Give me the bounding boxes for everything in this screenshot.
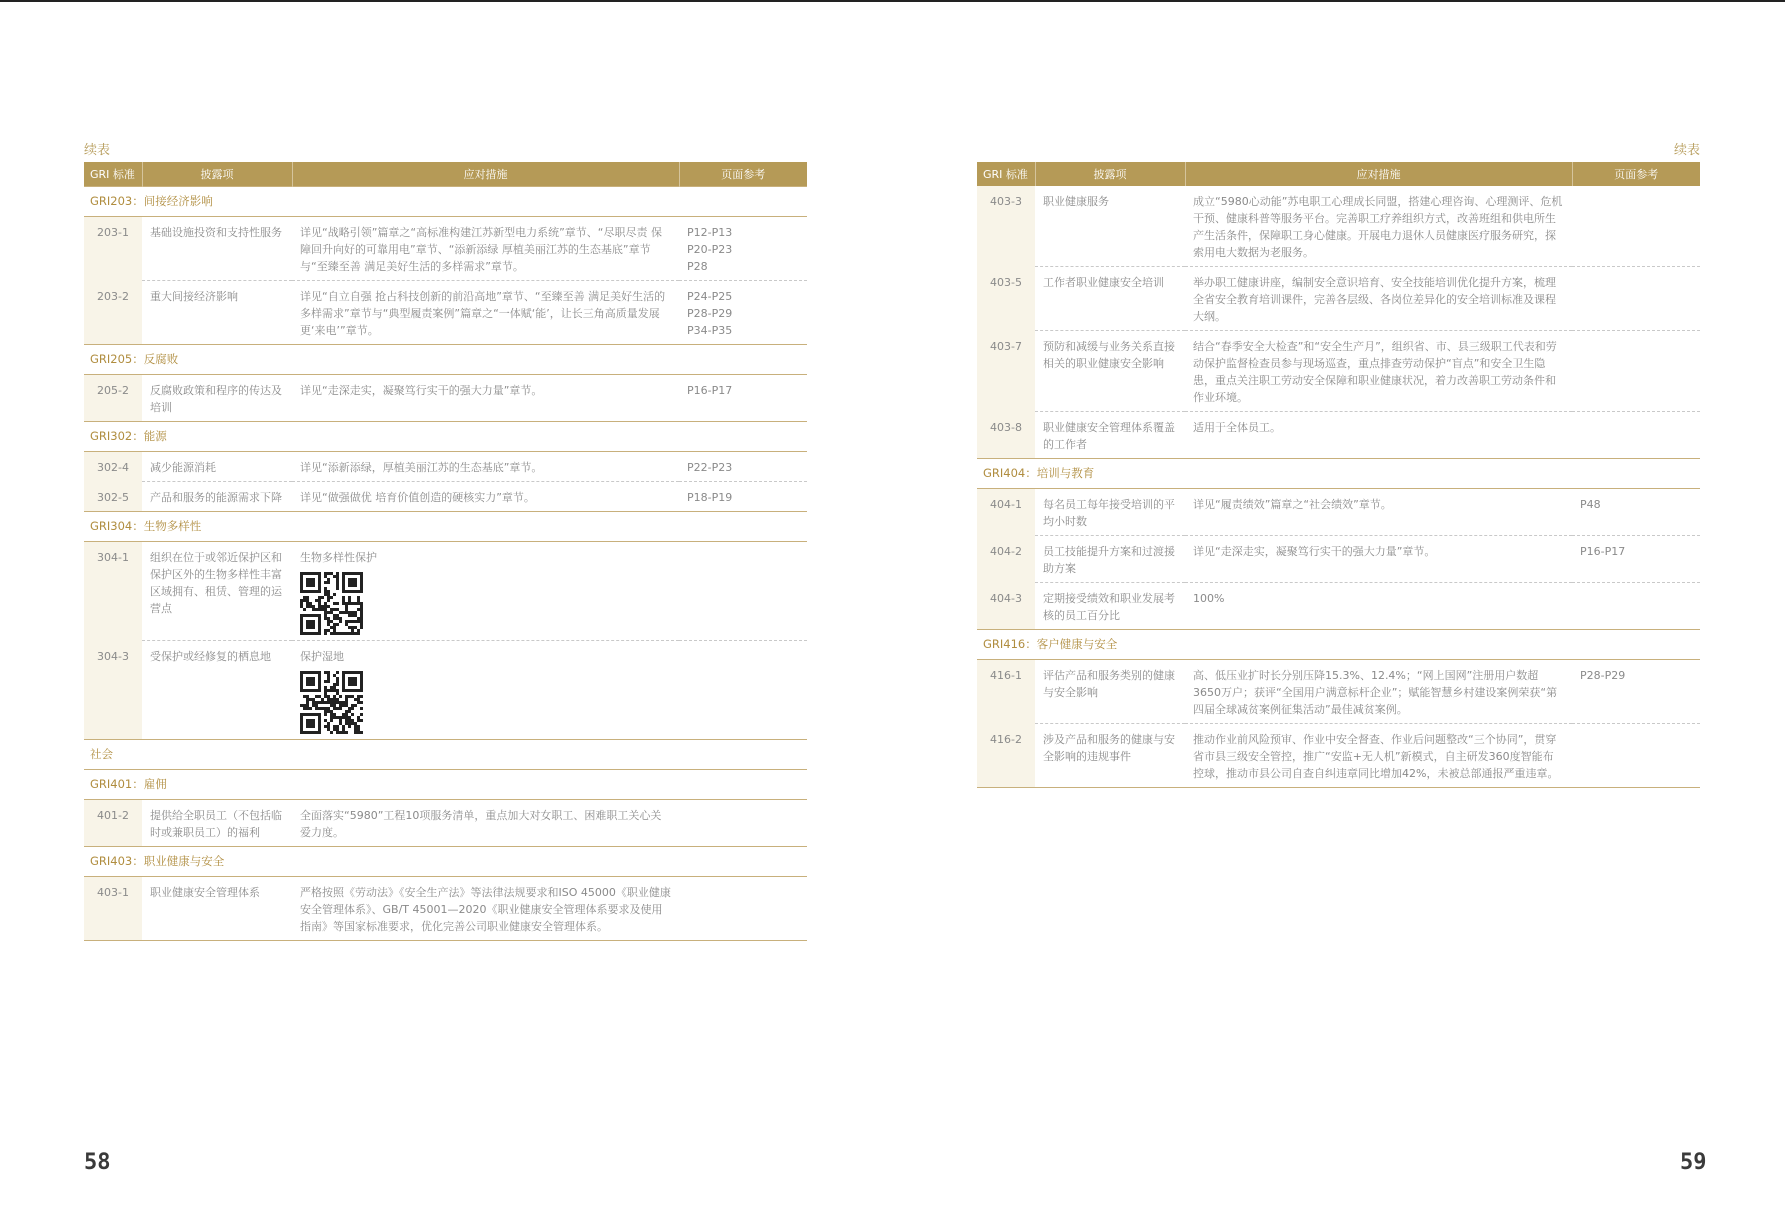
disclosure-code	[977, 724, 1035, 788]
response-measure-text: 100%	[1193, 592, 1225, 605]
response-measure-text: 推动作业前风险预审、作业中安全督查、作业后问题整改“三个协同”，贯穿省市县三级安全管控，推广“安监+无人机”新模式，自主研发360度智能布控球，推动市县公司自查自纠违章同比增加42%，未被总部通报严重违章。	[1193, 733, 1559, 780]
header-disclosure: 披露项	[142, 162, 292, 187]
section-header-row	[84, 345, 807, 375]
disclosure-code-text: 403-8	[990, 420, 1022, 434]
section-header-row	[84, 847, 807, 877]
disclosure-item-text: 工作者职业健康安全培训	[1043, 276, 1164, 289]
disclosure-code	[977, 331, 1035, 412]
response-measure	[292, 217, 679, 281]
disclosure-item	[142, 452, 292, 482]
disclosure-code	[977, 186, 1035, 267]
section-title: GRI401：雇佣	[84, 770, 807, 800]
page-reference	[679, 641, 807, 740]
page-reference	[679, 542, 807, 641]
page-reference	[679, 482, 807, 512]
gri-index-table-left	[84, 162, 807, 941]
response-measure-text: 详见“做强做优 培育价值创造的硬核实力”章节。	[300, 491, 535, 504]
response-measure	[1185, 489, 1572, 536]
disclosure-code	[84, 641, 142, 740]
disclosure-code	[84, 542, 142, 641]
table-row	[84, 542, 807, 641]
table-row	[977, 412, 1700, 459]
disclosure-code	[977, 489, 1035, 536]
section-header-row	[84, 422, 807, 452]
table-header-row	[977, 162, 1700, 186]
disclosure-item	[142, 641, 292, 740]
disclosure-item	[1035, 724, 1185, 788]
disclosure-item	[142, 800, 292, 847]
response-measure	[292, 542, 679, 641]
disclosure-code	[84, 217, 142, 281]
header-page-ref: 页面参考	[679, 162, 807, 187]
section-title: 社会	[84, 740, 807, 770]
page-reference	[1572, 583, 1700, 630]
disclosure-item-text: 反腐败政策和程序的传达及培训	[150, 384, 282, 414]
disclosure-item-text: 组织在位于或邻近保护区和保护区外的生物多样性丰富区域拥有、租赁、管理的运营点	[150, 551, 282, 615]
disclosure-item-text: 评估产品和服务类别的健康与安全影响	[1043, 669, 1175, 699]
disclosure-code-text: 205-2	[97, 384, 129, 397]
page-reference-text: P16-P17	[1580, 545, 1626, 558]
disclosure-code	[84, 877, 142, 941]
header-measures: 应对措施	[292, 162, 679, 187]
section-title: GRI403：职业健康与安全	[84, 847, 807, 877]
disclosure-code	[977, 660, 1035, 724]
response-measure-text: 详见“自立自强 抢占科技创新的前沿高地”章节、“至臻至善 满足美好生活的多样需求”章节与“典型履责案例”篇章之“一体赋‘能’，让长三角高质量发展更‘来电’”章节。	[300, 290, 666, 337]
disclosure-item-text: 职业健康安全管理体系	[150, 886, 260, 899]
disclosure-item-text: 定期接受绩效和职业发展考核的员工百分比	[1043, 592, 1175, 622]
top-border-line	[0, 0, 1785, 2]
page-reference	[679, 217, 807, 281]
disclosure-item	[1035, 186, 1185, 267]
response-measure	[1185, 412, 1572, 459]
response-measure	[1185, 186, 1572, 267]
table-row	[977, 331, 1700, 412]
response-measure-text: 严格按照《劳动法》《安全生产法》等法律法规要求和ISO 45000《职业健康安全管理体系》、GB/T 45001—2020《职业健康安全管理体系要求及使用指南》等国家标准要求，优化完善公司职业健康安全管理体系。	[300, 886, 671, 933]
response-measure-text: 高、低压业扩时长分别压降15.3%、12.4%；“网上国网”注册用户数超3650万户；获评“全国用户满意标杆企业”；赋能智慧乡村建设案例荣获“第四届全球减贫案例征集活动”最佳减贫案例。	[1193, 669, 1558, 716]
header-disclosure: 披露项	[1035, 162, 1185, 186]
disclosure-item-text: 每名员工每年接受培训的平均小时数	[1043, 498, 1175, 528]
disclosure-code-text: 203-2	[97, 289, 129, 303]
response-measure	[292, 482, 679, 512]
page-reference-text: P48	[1580, 498, 1601, 511]
response-measure	[1185, 583, 1572, 630]
gri-index-table-right	[977, 162, 1700, 788]
disclosure-code-text: 203-1	[97, 226, 129, 239]
table-row	[84, 281, 807, 345]
section-header-row	[84, 187, 807, 217]
header-gri-standard: GRI 标准	[977, 162, 1035, 186]
response-measure-text: 生物多样性保护	[300, 551, 377, 564]
page-reference	[1572, 724, 1700, 788]
page-reference	[1572, 267, 1700, 331]
section-title: GRI304：生物多样性	[84, 512, 807, 542]
response-measure-text: 详见“走深走实，凝聚笃行实干的强大力量”章节。	[300, 384, 543, 397]
qr-code-icon[interactable]	[300, 671, 671, 734]
disclosure-code-text: 302-5	[97, 490, 129, 504]
page-reference	[679, 281, 807, 345]
disclosure-item	[142, 542, 292, 641]
disclosure-item-text: 职业健康安全管理体系覆盖的工作者	[1043, 421, 1175, 451]
table-row	[84, 375, 807, 422]
disclosure-item-text: 提供给全职员工（不包括临时或兼职员工）的福利	[150, 809, 282, 839]
disclosure-code-text: 403-3	[990, 195, 1022, 208]
table-row	[84, 641, 807, 740]
page-reference	[1572, 536, 1700, 583]
page-reference	[1572, 331, 1700, 412]
table-row	[977, 489, 1700, 536]
disclosure-code-text: 401-2	[97, 809, 129, 822]
response-measure-text: 适用于全体员工。	[1193, 421, 1281, 434]
table-header-row	[84, 162, 807, 187]
disclosure-code	[84, 800, 142, 847]
page-number-left: 58	[84, 1150, 111, 1175]
disclosure-code	[84, 281, 142, 345]
table-row	[84, 482, 807, 512]
table-row	[977, 583, 1700, 630]
section-title: GRI205：反腐败	[84, 345, 807, 375]
disclosure-code-text: 302-4	[97, 461, 129, 474]
continued-label: 续表	[84, 143, 111, 158]
disclosure-code-text: 403-7	[990, 339, 1022, 353]
response-measure	[1185, 724, 1572, 788]
disclosure-code	[84, 375, 142, 422]
disclosure-code	[977, 536, 1035, 583]
page-reference-text: P22-P23	[687, 461, 733, 474]
table-row	[84, 217, 807, 281]
page-reference	[679, 800, 807, 847]
disclosure-item	[142, 877, 292, 941]
page-reference-text: P18-P19	[687, 491, 733, 504]
disclosure-code	[977, 583, 1035, 630]
table-row	[84, 452, 807, 482]
disclosure-item	[1035, 536, 1185, 583]
page-reference	[679, 452, 807, 482]
disclosure-item	[1035, 489, 1185, 536]
section-header-row	[977, 459, 1700, 489]
response-measure-text: 详见“走深走实，凝聚笃行实干的强大力量”章节。	[1193, 545, 1436, 558]
response-measure	[1185, 536, 1572, 583]
page-reference	[1572, 489, 1700, 536]
response-measure	[1185, 267, 1572, 331]
disclosure-item	[142, 281, 292, 345]
disclosure-item	[142, 217, 292, 281]
response-measure	[292, 375, 679, 422]
header-page-ref: 页面参考	[1572, 162, 1700, 186]
disclosure-code-text: 403-1	[97, 886, 129, 899]
disclosure-code-text: 416-2	[990, 732, 1022, 746]
response-measure	[1185, 331, 1572, 412]
disclosure-item	[142, 482, 292, 512]
disclosure-item-text: 产品和服务的能源需求下降	[150, 491, 282, 504]
table-row	[977, 267, 1700, 331]
disclosure-code-text: 403-5	[990, 275, 1022, 289]
continued-label: 续表	[1673, 143, 1700, 158]
right-page	[977, 142, 1700, 788]
disclosure-item-text: 减少能源消耗	[150, 461, 216, 474]
response-measure	[292, 800, 679, 847]
disclosure-item-text: 涉及产品和服务的健康与安全影响的违规事件	[1043, 733, 1175, 763]
page-reference	[679, 375, 807, 422]
qr-code-icon[interactable]	[300, 572, 671, 635]
disclosure-code-text: 404-1	[990, 498, 1022, 511]
disclosure-item	[142, 375, 292, 422]
disclosure-item-text: 员工技能提升方案和过渡援助方案	[1043, 545, 1175, 575]
table-row	[977, 660, 1700, 724]
page-reference-text: P24-P25 P28-P29 P34-P35	[687, 290, 733, 337]
disclosure-item-text: 受保护或经修复的栖息地	[150, 650, 271, 663]
response-measure	[1185, 660, 1572, 724]
page-number-right: 59	[1680, 1150, 1707, 1175]
section-title: GRI302：能源	[84, 422, 807, 452]
header-measures: 应对措施	[1185, 162, 1572, 186]
left-page	[84, 142, 807, 941]
disclosure-code-text: 304-3	[97, 649, 129, 663]
section-header-row	[84, 770, 807, 800]
disclosure-code-text: 404-3	[990, 591, 1022, 605]
response-measure	[292, 281, 679, 345]
disclosure-code-text: 404-2	[990, 544, 1022, 558]
disclosure-code	[977, 412, 1035, 459]
section-title: GRI203：间接经济影响	[84, 187, 807, 217]
response-measure-text: 成立“5980心动能”苏电职工心理成长同盟，搭建心理咨询、心理测评、危机干预、健康科普等服务平台。完善职工疗养组织方式，改善班组和供电所生产生活条件，保障职工身心健康。开展电力退休人员健康医疗服务研究，探索用电大数据为老服务。	[1193, 195, 1563, 259]
disclosure-item	[1035, 660, 1185, 724]
table-row	[84, 800, 807, 847]
section-title: GRI404：培训与教育	[977, 459, 1700, 489]
page-reference	[1572, 412, 1700, 459]
table-row	[977, 186, 1700, 267]
page-reference	[679, 877, 807, 941]
disclosure-item	[1035, 267, 1185, 331]
section-header-row	[84, 512, 807, 542]
disclosure-code	[977, 267, 1035, 331]
disclosure-item-text: 基础设施投资和支持性服务	[150, 226, 282, 239]
disclosure-code	[84, 482, 142, 512]
disclosure-item	[1035, 583, 1185, 630]
disclosure-code-text: 304-1	[97, 551, 129, 564]
section-header-row	[977, 630, 1700, 660]
header-gri-standard: GRI 标准	[84, 162, 142, 187]
section-title: GRI416：客户健康与安全	[977, 630, 1700, 660]
response-measure-text: 结合“春季安全大检查”和“安全生产月”，组织省、市、县三级职工代表和劳动保护监督检查员参与现场巡查，重点排查劳动保护“盲点”和安全卫生隐患，重点关注职工劳动安全保障和职业健康状况，着力改善职工劳动条件和作业环境。	[1193, 340, 1557, 404]
disclosure-item	[1035, 412, 1185, 459]
table-row	[84, 877, 807, 941]
response-measure	[292, 641, 679, 740]
page-reference	[1572, 186, 1700, 267]
response-measure-text: 保护湿地	[300, 650, 344, 663]
disclosure-item-text: 职业健康服务	[1043, 195, 1109, 208]
disclosure-item	[1035, 331, 1185, 412]
page-reference-text: P28-P29	[1580, 669, 1626, 682]
table-row	[977, 724, 1700, 788]
disclosure-code-text: 416-1	[990, 669, 1022, 682]
page-reference-text: P16-P17	[687, 384, 733, 397]
page-reference-text: P12-P13 P20-P23 P28	[687, 226, 733, 273]
response-measure	[292, 877, 679, 941]
response-measure	[292, 452, 679, 482]
table-row	[977, 536, 1700, 583]
section-header-row	[84, 740, 807, 770]
disclosure-item-text: 重大间接经济影响	[150, 290, 238, 303]
response-measure-text: 详见“战略引领”篇章之“高标准构建江苏新型电力系统”章节、“尽职尽责 保障回升向好的可靠用电”章节、“添新添绿 厚植美丽江苏的生态基底”章节与“至臻至善 满足美好生活的多样需求”章节。	[300, 226, 662, 273]
response-measure-text: 详见“添新添绿，厚植美丽江苏的生态基底”章节。	[300, 461, 543, 474]
disclosure-item-text: 预防和减缓与业务关系直接相关的职业健康安全影响	[1043, 340, 1175, 370]
response-measure-text: 详见“履责绩效”篇章之“社会绩效”章节。	[1193, 498, 1392, 511]
response-measure-text: 举办职工健康讲座，编制安全意识培育、安全技能培训优化提升方案，梳理全省安全教育培训课件，完善各层级、各岗位差异化的安全培训标准及课程大纲。	[1193, 276, 1556, 323]
page-reference	[1572, 660, 1700, 724]
response-measure-text: 全面落实“5980”工程10项服务清单，重点加大对女职工、困难职工关心关爱力度。	[300, 809, 662, 839]
disclosure-code	[84, 452, 142, 482]
